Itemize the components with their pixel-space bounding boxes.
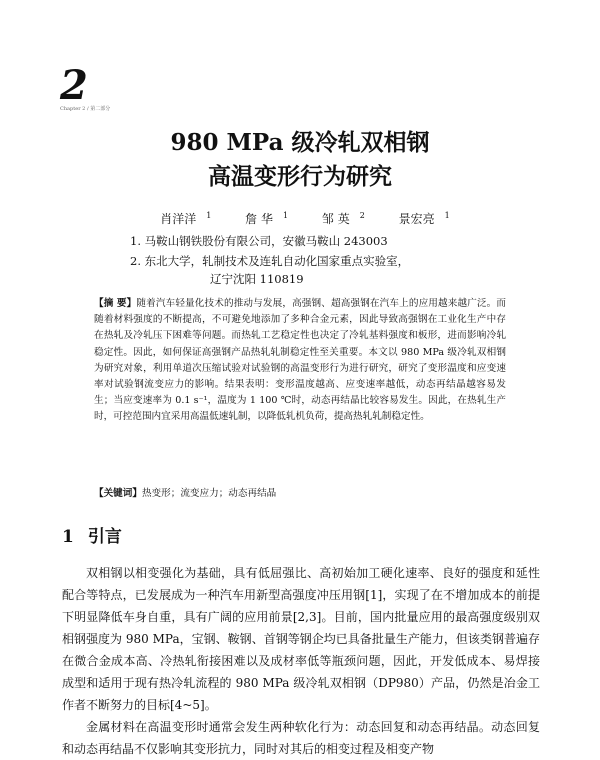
author: 邹 英 $^2$ <box>321 211 365 226</box>
section-title: 引言 <box>87 527 122 547</box>
abstract-text: 随着汽车轻量化技术的推动与发展，高强钢、超高强钢在汽车上的应用越来越广泛。而随着材料强度的不断提高，不可避免地添加了多种合金元素，因此导致高强钢在工业化生产中存在热轧及冷轧压下困难等问题。而热轧工艺稳定性也决定了冷轧基料强度和板形，进而影响冷轧稳定性。因此，如何保证高强钢产品热轧轧制稳定性至关重要。本文以 980 MPa 级冷轧双相钢为研究对象，利用单道次压缩试验对试验钢的高温变形行为进行研究，研究了变形温度和应变速率对试验钢流变应力的影响。结果表明：变形温度越高、应变速率越低，动态再结晶越容易发生；当应变速率为 0.1 s⁻¹，温度为 1 100 ℃时，动态再结晶比较容易发生。因此，在热轧生产时，可控范围内宜采用高温低速轧制，以降低轧机负荷，提高热轧轧制稳定性。 <box>94 298 507 423</box>
affiliation-1: 1. 马鞍山钢铁股份有限公司，安徽马鞍山 243003 <box>130 234 388 248</box>
author-list <box>0 210 600 227</box>
paper-title-line1: 980 MPa 级冷轧双相钢 <box>170 129 430 156</box>
section-number: 1 <box>62 527 74 547</box>
abstract <box>94 296 506 426</box>
author: 詹 华 $^1$ <box>245 211 289 226</box>
keywords-label: 【关键词】 <box>94 488 142 499</box>
author: 景宏亮 $^1$ <box>398 211 450 226</box>
section-heading <box>62 522 122 547</box>
chapter-number: 2 <box>60 62 88 109</box>
body-paragraph-2: 金属材料在高温变形时通常会发生两种软化行为：动态回复和动态再结晶。动态回复和动态再结晶不仅影响其变形抗力，同时对其后的相变过程及相变产物 <box>62 720 540 756</box>
paper-title-line2: 高温变形行为研究 <box>208 163 392 190</box>
affiliation-2-cont: 辽宁沈阳 110819 <box>210 272 304 286</box>
chapter-subtitle: Chapter 2 / 第二部分 <box>60 106 111 112</box>
author: 肖洋洋 $^1$ <box>160 211 212 226</box>
affiliation-2: 2. 东北大学，轧制技术及连轧自动化国家重点实验室， <box>130 254 410 268</box>
abstract-label: 【摘 要】 <box>94 298 137 309</box>
body-paragraph-1: 双相钢以相变强化为基础，具有低屈强比、高初始加工硬化速率、良好的强度和延性配合等特点，已发展成为一种汽车用新型高强度冲压用钢[1]，实现了在不增加成本的前提下明显降低车身自重，具有广阔的应用前景[2,3]。目前，国内批量应用的最高强度级别双相钢强度为 980 MPa，宝钢、鞍钢、首钢等钢企均已具备批量生产能力，但该类钢普遍存在微合金成本高、冷热轧衔接困难以及成材率低等瓶颈问题，因此，开发低成本、易焊接成型和适用于现有热冷轧流程的 980 MPa 级冷轧双相钢（DP980）产品，仍然是冶金工作者不断努力的目标[4~5]。 <box>62 566 540 712</box>
keywords <box>94 485 506 499</box>
keywords-text: 热变形；流变应力；动态再结晶 <box>141 488 277 499</box>
